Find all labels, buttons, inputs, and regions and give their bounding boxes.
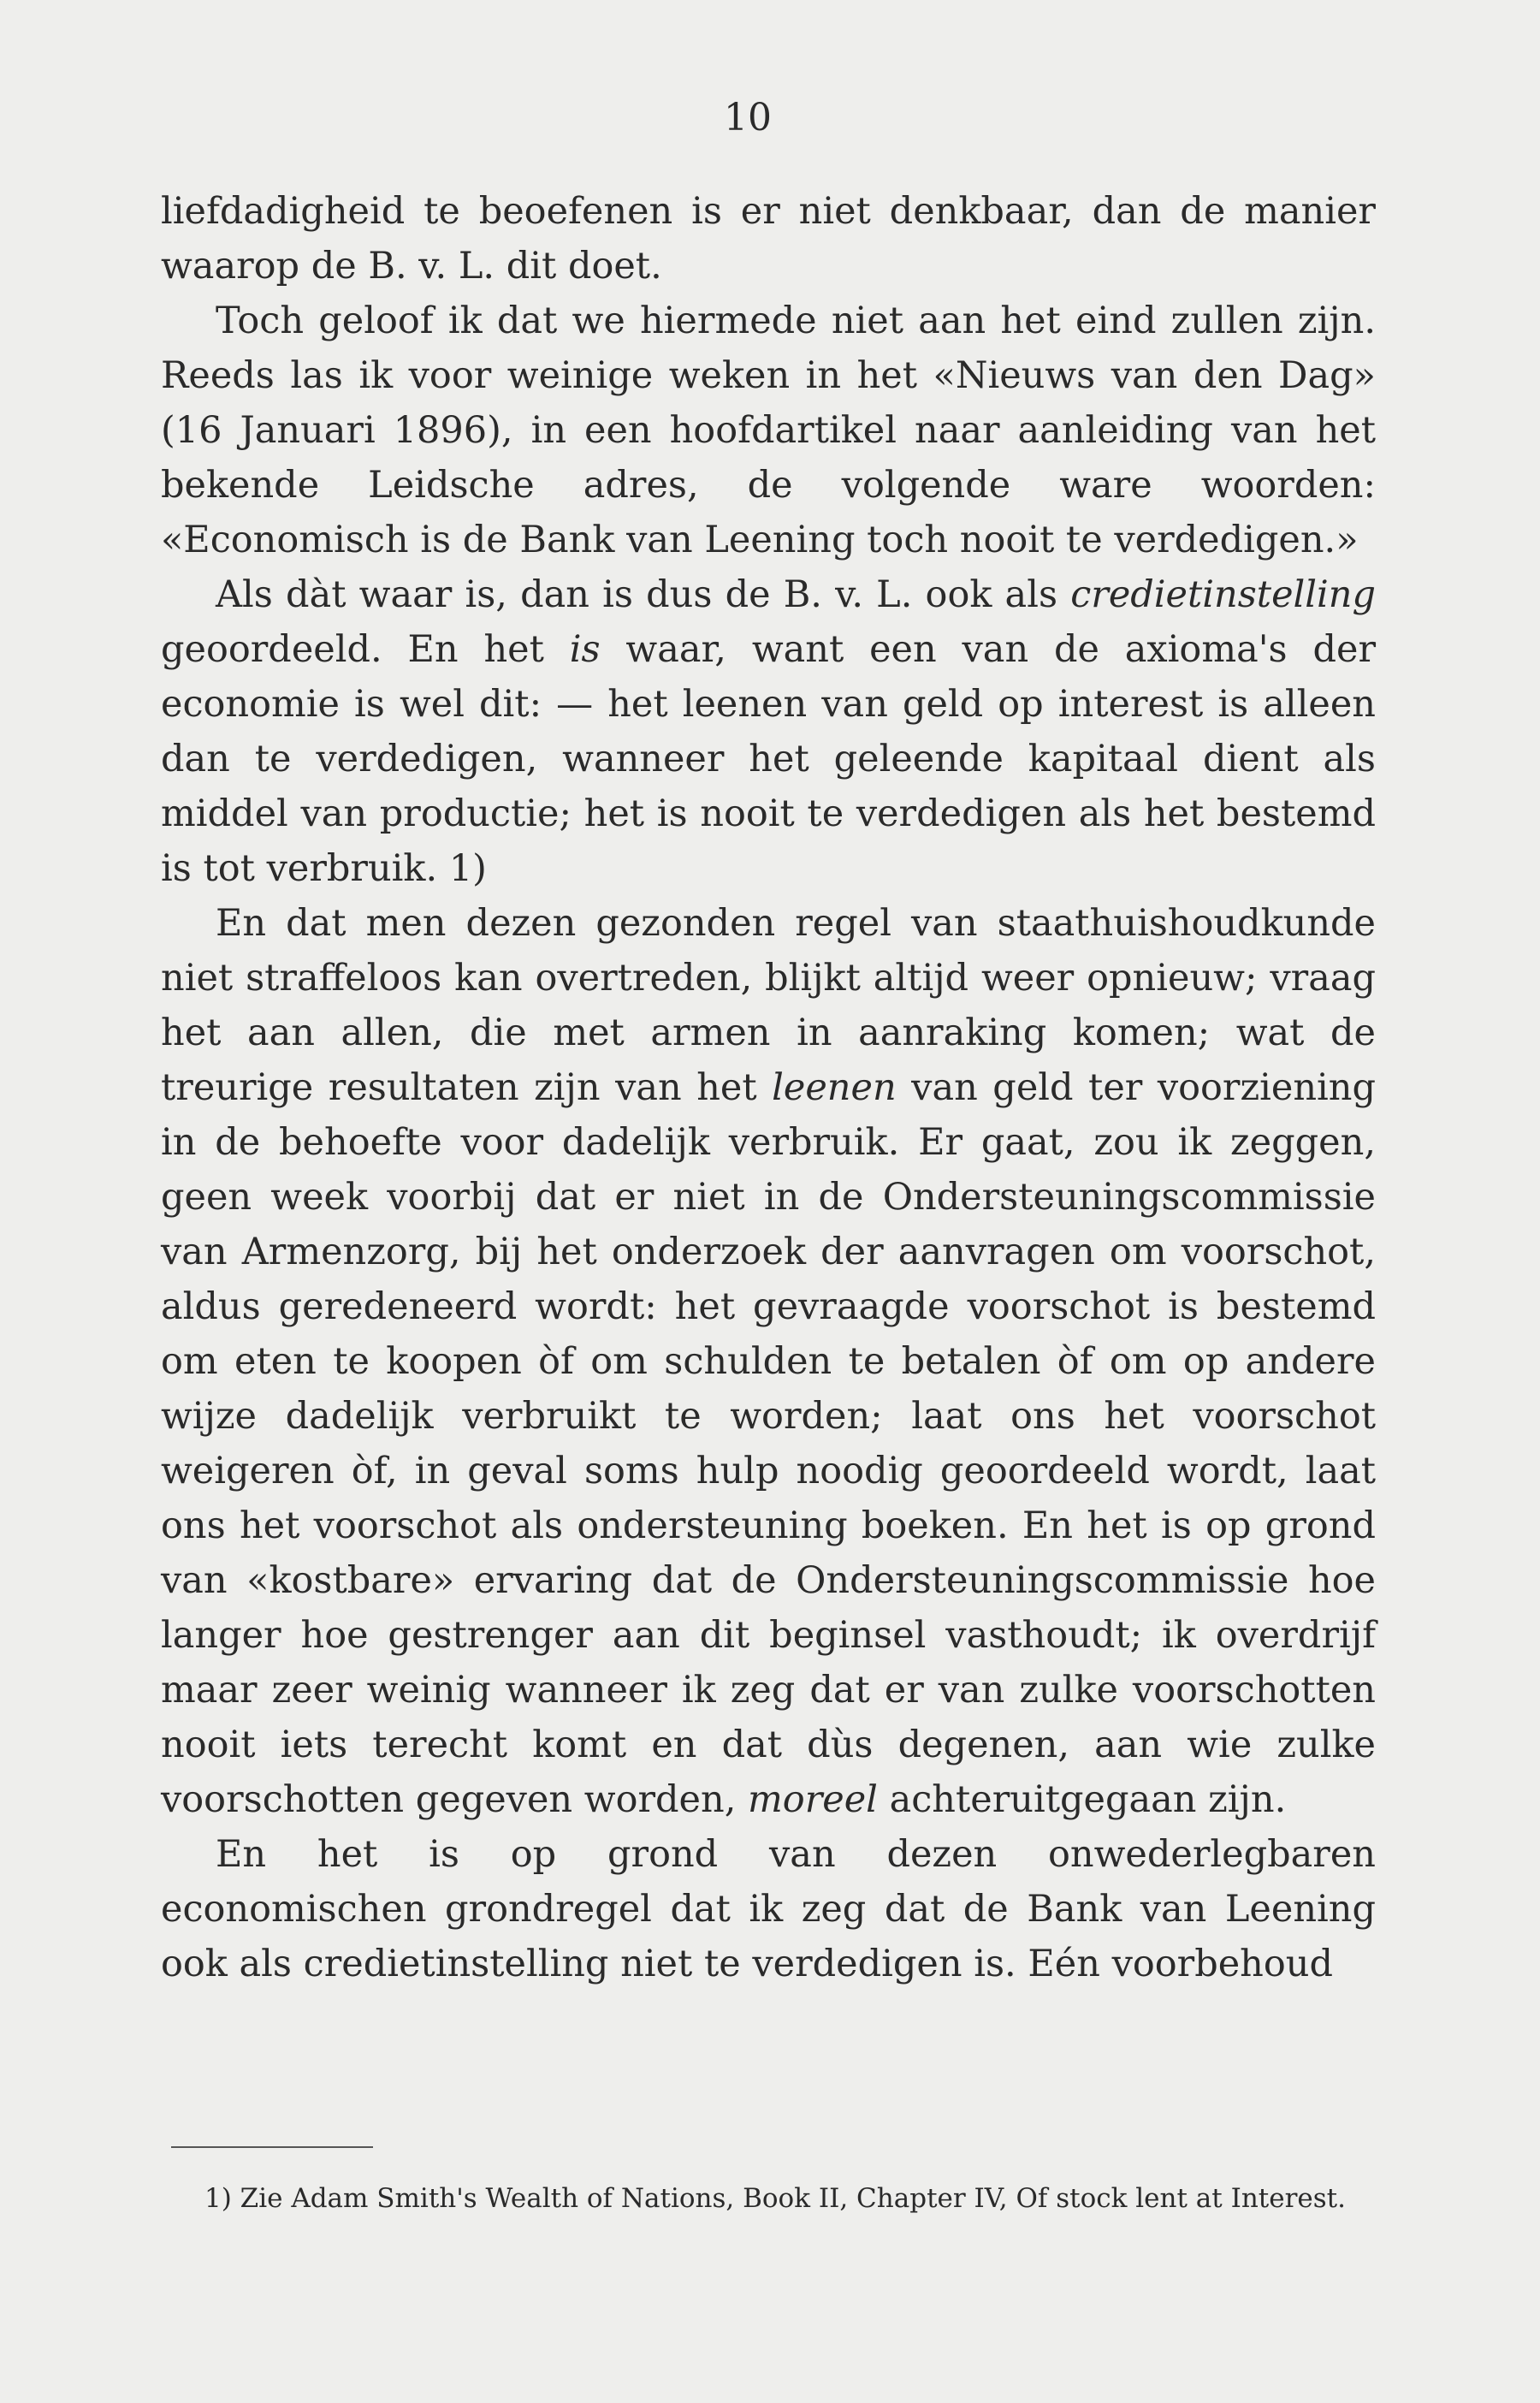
paragraph-3: [161, 567, 1376, 896]
page-number: 10: [724, 96, 772, 139]
emphasis-leenen: leenen: [772, 1066, 897, 1109]
paragraph-3-text-b: geoordeeld. En het: [161, 628, 570, 671]
paragraph-4-text-a: En dat men dezen gezonden regel van staathuishoudkunde niet straffeloos kan overtreden, blijkt altijd weer opnieuw; vraag het aan allen, die met armen in aanraking komen; wat de treurige resultaten zijn van het: [161, 902, 1376, 1109]
footnote: 1) Zie Adam Smith's Wealth of Nations, Book II, Chapter IV, Of stock lent at Interest.: [204, 2183, 1346, 2214]
body-text: [161, 184, 1376, 1991]
paragraph-4-text-b: van geld ter voorziening in de behoefte voor dadelijk verbruik. Er gaat, zou ik zeggen, geen week voorbij dat er niet in de Ondersteuningscommissie van Armenzorg, bij het onderzoek der aanvragen om voorschot, aldus geredeneerd wordt: het gevraagde voorschot is bestemd om eten te koopen òf om schulden te betalen òf om op andere wijze dadelijk verbruikt te worden; laat ons het voorschot weigeren òf, in geval soms hulp noodig geoordeeld wordt, laat ons het voorschot als ondersteuning boeken. En het is op grond van «kostbare» ervaring dat de Ondersteuningscommissie hoe langer hoe gestrenger aan dit beginsel vasthoudt; ik overdrijf maar zeer weinig wanneer ik zeg dat er van zulke voorschotten nooit iets terecht komt en dat dùs degenen, aan wie zulke voorschotten gegeven worden,: [161, 1066, 1376, 1821]
paragraph-1-text: liefdadigheid te beoefenen is er niet denkbaar, dan de manier waarop de B. v. L. dit doet.: [161, 190, 1376, 288]
paragraph-5-text: En het is op grond van dezen onwederlegbaren economischen grondregel dat ik zeg dat de Bank van Leening ook als credietinstelling niet te verdedigen is. Eén voorbehoud: [161, 1833, 1376, 1985]
paragraph-1: [161, 184, 1376, 294]
paragraph-3-text-c: waar, want een van de axioma's der economie is wel dit: — het leenen van geld op interest is alleen dan te verdedigen, wanneer het geleende kapitaal dient als middel van productie; het is nooit te verdedigen als het bestemd is tot verbruik. 1): [161, 628, 1376, 890]
footnote-divider: [171, 2146, 373, 2148]
paragraph-3-text-a: Als dàt waar is, dan is dus de B. v. L. ook als: [216, 573, 1071, 616]
paragraph-5: [161, 1827, 1376, 1991]
paragraph-2: [161, 294, 1376, 567]
emphasis-moreel: moreel: [748, 1778, 878, 1821]
emphasis-credietinstelling: credietinstelling: [1070, 573, 1376, 616]
paragraph-4: [161, 896, 1376, 1827]
emphasis-is: is: [569, 628, 601, 671]
paragraph-4-text-c: achteruitgegaan zijn.: [877, 1778, 1287, 1821]
paragraph-2-text: Toch geloof ik dat we hiermede niet aan het eind zullen zijn. Reeds las ik voor weinige weken in het «Nieuws van den Dag» (16 Januari 1896), in een hoofdartikel naar aanleiding van het bekende Leidsche adres, de volgende ware woorden: «Economisch is de Bank van Leening toch nooit te verdedigen.»: [161, 300, 1376, 561]
